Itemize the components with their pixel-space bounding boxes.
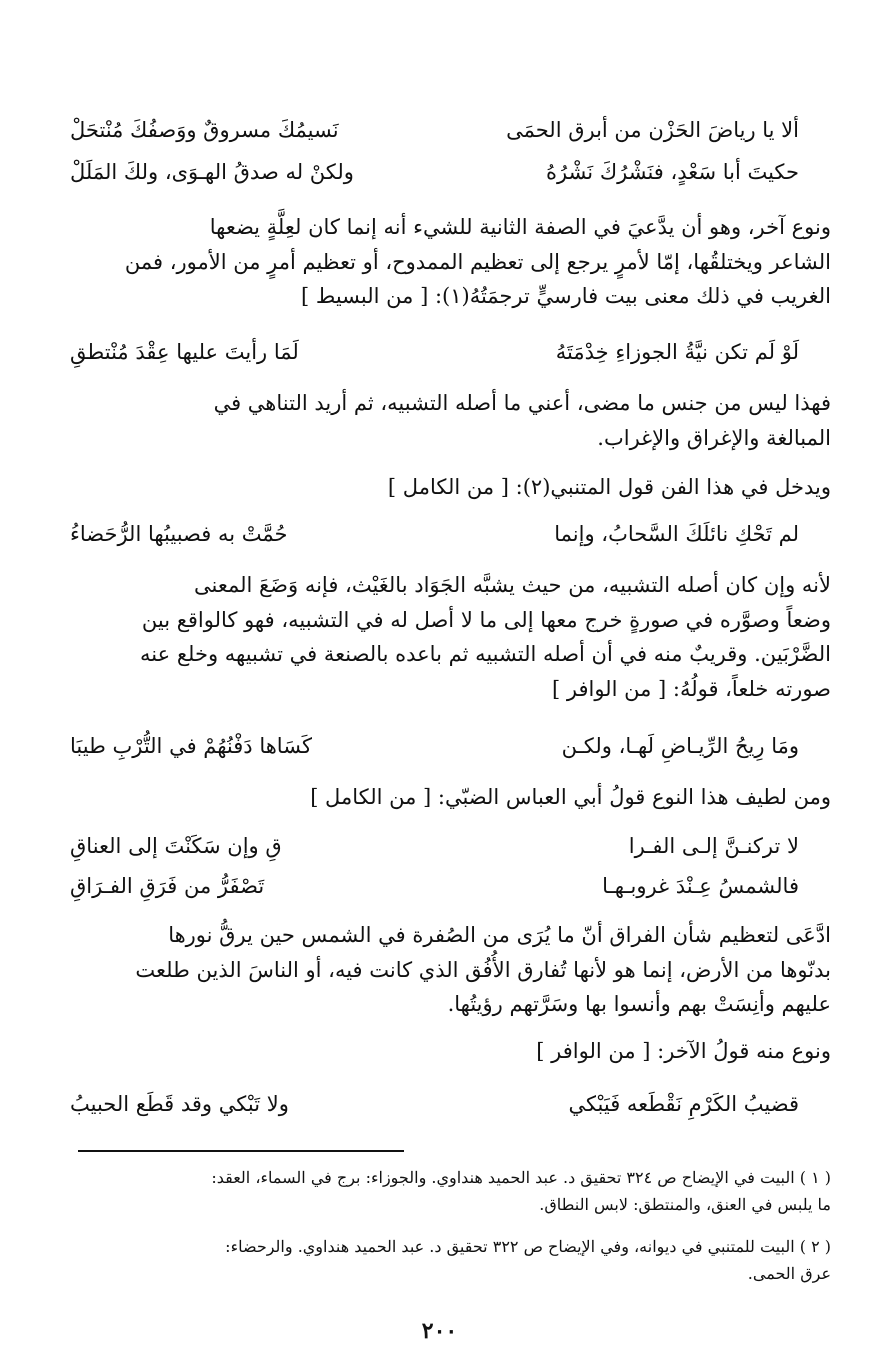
text-line: فهذا ليس من جنس ما مضى، أعني ما أصله التشبيه، ثم أريد التناهي في <box>213 391 831 415</box>
footnote <box>42 1233 831 1287</box>
text-line: بدنّوها من الأرض، إنما هو لأنها تُفارق الأُفُق الذي كانت فيه، أو الناسَ الذين طلعت <box>135 957 831 982</box>
hemistich-second: قِ وإن سَكَنْتَ إلى العناقِ <box>70 834 282 858</box>
text-line: ومن لطيف هذا النوع قولُ أبي العباس الضبّي: [ من الكامل ] <box>310 785 831 809</box>
text-line: ونوع منه قولُ الآخر: [ من الوافر ] <box>536 1039 831 1063</box>
prose-paragraph <box>42 1034 831 1069</box>
prose-paragraph <box>42 918 831 1022</box>
hemistich-second: حُمَّتْ به فصبيبُها الرُّحَضاءُ <box>70 522 288 546</box>
footnote-line: عرق الحمى. <box>747 1264 831 1283</box>
hemistich-second: ولا تَبْكي وقد قَطَع الحبيبُ <box>70 1092 289 1116</box>
prose-paragraph <box>42 568 831 706</box>
prose-paragraph <box>42 210 831 314</box>
hemistich-first: ومَا رِيحُ الرِّيـاضِ لَهـا، ولكـن <box>561 734 799 758</box>
hemistich-first: لا تركنـنَّ إلـى الفـرا <box>628 834 799 858</box>
hemistich-second: نَسيمُكَ مسروقٌ ووَصفُكَ مُنْتحَلْ <box>70 118 339 142</box>
footnote-line: ( ٢ ) البيت للمتنبي في ديوانه، وفي الإيضاح ص ٣٢٢ تحقيق د. عبد الحميد هنداوي. والرحضاء: <box>225 1237 831 1256</box>
text-line: الغريب في ذلك معنى بيت فارسيٍّ ترجمَتُهُ(١): [ من البسيط ] <box>301 284 831 308</box>
prose-paragraph <box>42 386 831 455</box>
hemistich-first: ألا يا رياضَ الحَزْن من أبرق الحمَى <box>506 118 799 142</box>
verse-line <box>70 512 799 556</box>
verse-line <box>70 724 799 768</box>
footnote-line: ما يلبس في العنق، والمنتطق: لابس النطاق. <box>539 1195 831 1214</box>
verse-line <box>70 330 799 374</box>
verse-line <box>70 1082 799 1126</box>
verse-line <box>70 150 799 194</box>
hemistich-first: لم تَحْكِ نائلَكَ السَّحابُ، وإنما <box>554 522 799 546</box>
footnote-separator <box>78 1150 404 1152</box>
hemistich-second: ولكنْ له صدقُ الهـوَى، ولكَ المَلَلْ <box>70 160 354 184</box>
hemistich-first: لَوْ لَم تكن نيَّةُ الجوزاءِ خِدْمَتَهُ <box>555 340 799 364</box>
hemistich-first: حكيتَ أبا سَعْدٍ، فنَشْرُكَ نَشْرُهُ <box>545 160 799 184</box>
text-line: لأنه وإن كان أصله التشبيه، من حيث يشبَّه الجَوَاد بالغَيْث، فإنه وَضَعَ المعنى <box>193 573 831 597</box>
hemistich-first: فالشمسُ عِـنْدَ غروبـهـا <box>602 874 799 898</box>
hemistich-second: تَصْفَرُّ من فَرَقِ الفـرَاقِ <box>70 874 265 898</box>
prose-paragraph <box>42 780 831 815</box>
prose-paragraph <box>42 470 831 505</box>
hemistich-second: كَسَاها دَفْنُهُمْ في التُّرْبِ طيبَا <box>70 734 312 758</box>
text-line: المبالغة والإغراق والإغراب. <box>597 425 831 450</box>
text-line: وضعاً وصوَّره في صورةٍ خرج معها إلى ما لا أصل له في التشبيه، فهو كالواقع بين <box>141 607 831 632</box>
verse-line <box>70 824 799 868</box>
verse-line <box>70 864 799 908</box>
footnote-line: ( ١ ) البيت في الإيضاح ص ٣٢٤ تحقيق د. عبد الحميد هنداوي. والجوزاء: برج في السماء، العقد: <box>211 1168 831 1187</box>
text-line: الشاعر ويختلقُها، إمّا لأمرٍ يرجع إلى تعظيم الممدوح، أو تعظيم أمرٍ من الأمور، فمن <box>124 249 831 274</box>
page-number: ٢٠٠ <box>421 1318 458 1344</box>
text-line: صورته خلعاً، قولُهُ: [ من الوافر ] <box>552 676 831 701</box>
verse-line <box>70 108 799 152</box>
hemistich-first: قضيبُ الكَرْمِ نَقْطَعه فَيَبْكي <box>568 1092 799 1116</box>
text-line: ويدخل في هذا الفن قول المتنبي(٢): [ من الكامل ] <box>387 475 831 499</box>
text-line: ادَّعَى لتعظيم شأن الفراق أنّ ما يُرَى من الصُفرة في الشمس حين يرقُّ نورها <box>168 923 831 947</box>
text-line: عليهم وأنِسَتْ بهم وأنسوا بها وسَرَّتهم رؤيتُها. <box>447 992 831 1016</box>
hemistich-second: لَمَا رأيتَ عليها عِقْدَ مُنْتطقِ <box>70 340 299 364</box>
text-line: ونوع آخر، وهو أن يدَّعيَ في الصفة الثانية للشيء أنه إنما كان لعِلَّةٍ يضعها <box>209 215 831 239</box>
text-line: الضَّرْبَين. وقريبٌ منه في أن أصله التشبيه ثم باعده بالصنعة في تشبيهه وخلع عنه <box>140 642 831 666</box>
footnote <box>42 1164 831 1218</box>
